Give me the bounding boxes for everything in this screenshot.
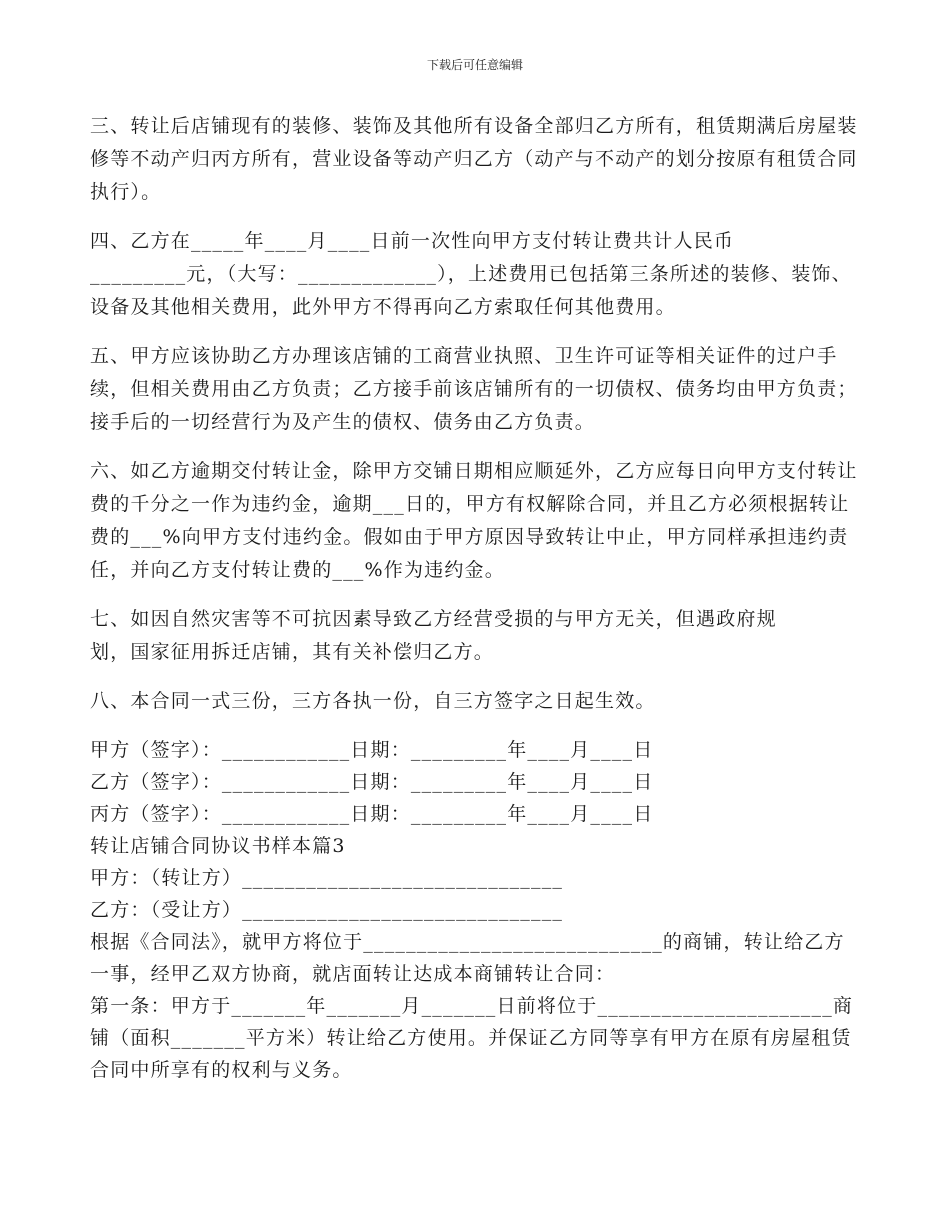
clause-5: 五、甲方应该协助乙方办理该店铺的工商营业执照、卫生许可证等相关证件的过户手续，但相关费用由乙方负责；乙方接手前该店铺所有的一切债权、债务均由甲方负责；接手后的一切经营行为及产生的债权、债务由乙方负责。 (90, 345, 858, 433)
article-1: 第一条：甲方于_______年_______月_______日前将位于______________________商铺（面积_______平方米）转让给乙方使用。并保证乙方同等享有甲方在原有房屋租赁合同中所享有的权利与义务。 (90, 995, 854, 1081)
clause-7: 七、如因自然灾害等不可抗因素导致乙方经营受损的与甲方无关，但遇政府规 划，国家征用拆迁店铺，其有关补偿归乙方。 (90, 608, 777, 663)
clause-3: 三、转让后店铺现有的装修、装饰及其他所有设备全部归乙方所有，租赁期满后房屋装修等不动产归丙方所有，营业设备等动产归乙方（动产与不动产的划分按原有租赁合同执行）。 (90, 115, 858, 203)
intro-paragraph: 根据《合同法》，就甲方将位于____________________________的商铺，转让给乙方一事，经甲乙双方协商，就店面转让达成本商铺转让合同： (90, 931, 845, 985)
party-a-line: 甲方：（转让方）______________________________ (90, 867, 564, 889)
clause-8: 八、本合同一式三份，三方各执一份，自三方签字之日起生效。 (90, 690, 656, 712)
clause-6: 六、如乙方逾期交付转让金，除甲方交铺日期相应顺延外，乙方应每日向甲方支付转让费的千分之一作为违约金，逾期___日的，甲方有权解除合同，并且乙方必须根据转让费的___%向甲方支付违约金。假如由于甲方原因导致转让中止，甲方同样承担违约责任，并向乙方支付转让费的___%作为违约金。 (90, 460, 858, 581)
signature-party-c: 丙方（签字）：____________日期：_________年____月____日 (90, 803, 654, 825)
signature-party-a: 甲方（签字）：____________日期：_________年____月____日 (90, 739, 654, 761)
clause-4: 四、乙方在_____年____月____日前一次性向甲方支付转让费共计人民币 _________元，（大写：_____________），上述费用已包括第三条所述的装修、装饰、设备及其他相关费用，此外甲方不得再向乙方索取任何其他费用。 (90, 230, 852, 318)
signature-party-b: 乙方（签字）：____________日期：_________年____月____日 (90, 771, 654, 793)
document-body (90, 110, 860, 1086)
page-header: 下载后可任意编辑 (426, 58, 523, 72)
party-b-line: 乙方：（受让方）______________________________ (90, 899, 564, 921)
section-title: 转让店铺合同协议书样本篇3 (90, 835, 346, 857)
